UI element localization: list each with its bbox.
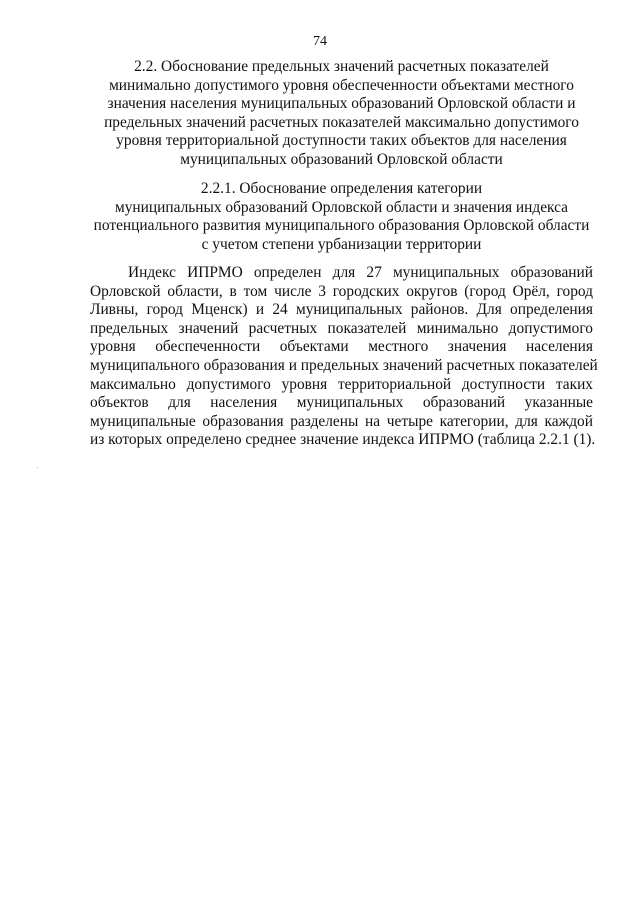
- section-title-line: муниципальных образований Орловской области: [180, 150, 503, 168]
- subsection-title-line: потенциального развития муниципального образования Орловской области: [93, 217, 590, 235]
- paragraph-line: предельных значений расчетных показателей минимально допустимого: [90, 319, 593, 337]
- paragraph-line: муниципальные образования разделены на четыре категории, для каждой: [90, 412, 593, 430]
- paragraph-line: максимально допустимого уровня территориальной доступности таких: [90, 375, 593, 393]
- paragraph-line: Индекс ИПРМО определен для 27 муниципальных образований: [128, 264, 593, 281]
- scan-speck: [37, 467, 38, 468]
- page-number: 74: [313, 34, 327, 49]
- paragraph-line: уровня обеспеченности объектами местного значения населения: [90, 338, 593, 356]
- subsection-title-line: с учетом степени урбанизации территории: [201, 235, 482, 253]
- section-title-line: уровня территориальной доступности таких объектов для населения: [116, 132, 567, 150]
- section-title-line: значения населения муниципальных образований Орловской области и: [107, 95, 576, 113]
- paragraph-line: Ливны, город Мценск) и 24 муниципальных районов. Для определения: [90, 301, 593, 319]
- subsection-title-line: муниципальных образований Орловской области и значения индекса: [114, 198, 568, 216]
- body-paragraph: [90, 264, 598, 450]
- paragraph-line: объектов для населения муниципальных образований указанные: [90, 394, 593, 412]
- subsection-title: [90, 180, 593, 254]
- section-title-line: 2.2. Обоснование предельных значений расчетных показателей: [134, 58, 549, 75]
- subsection-title-line: 2.2.1. Обоснование определения категории: [200, 180, 483, 197]
- paragraph-line: Орловской области, в том числе 3 городских округов (город Орёл, город: [90, 282, 593, 300]
- section-title: [90, 58, 593, 170]
- paragraph-line: муниципального образования и предельных значений расчетных показателей: [90, 356, 598, 374]
- paragraph-line: из которых определено среднее значение индекса ИПРМО (таблица 2.2.1 (1).: [90, 431, 596, 449]
- section-title-line: предельных значений расчетных показателей максимально допустимого: [104, 113, 579, 131]
- section-title-line: минимально допустимого уровня обеспеченности объектами местного: [109, 76, 574, 94]
